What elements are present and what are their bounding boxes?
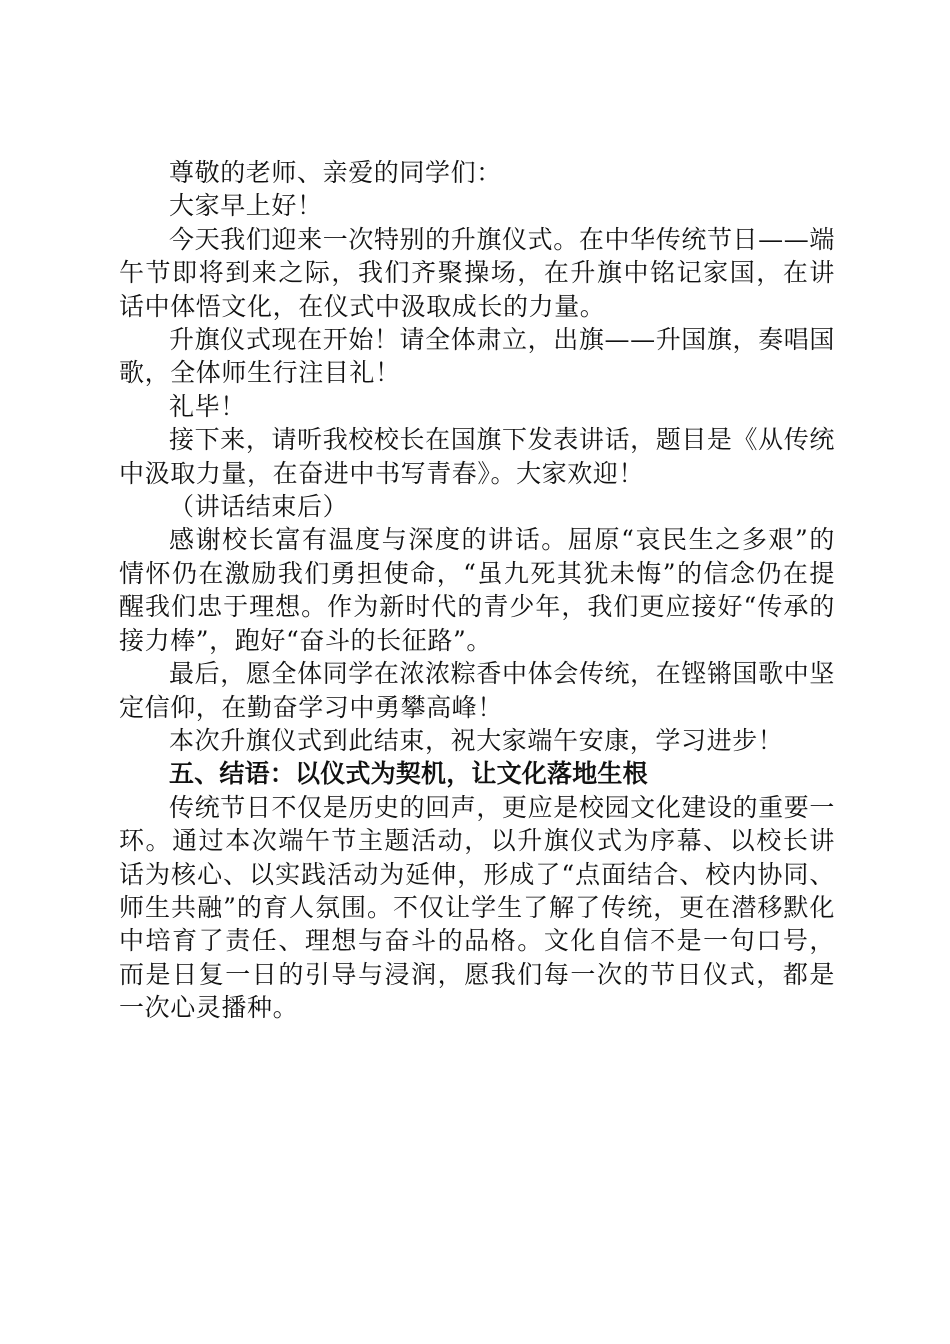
stage-direction: （讲话结束后） xyxy=(169,492,349,522)
speech-intro-paragraph: 接下来，请听我校校长在国旗下发表讲话，题目是《从传统中汲取力量，在奋进中书写青春》。大家欢迎！ xyxy=(119,425,835,488)
salutation: 尊敬的老师、亲爱的同学们： xyxy=(169,158,502,187)
thanks-paragraph: 感谢校长富有温度与深度的讲话。屈原“哀民生之多艰”的情怀仍在激励我们勇担使命，“虽九死其犹未悔”的信念仍在提醒我们忠于理想。作为新时代的青少年，我们更应接好“传承的接力棒”，跑好“奋斗的长征路”。 xyxy=(119,525,835,655)
wishes-paragraph: 最后，愿全体同学在浓浓粽香中体会传统，在铿锵国歌中坚定信仰，在勤奋学习中勇攀高峰！ xyxy=(119,659,835,722)
section-heading: 五、结语：以仪式为契机，让文化落地生根 xyxy=(169,759,648,789)
ceremony-start-paragraph: 升旗仪式现在开始！请全体肃立，出旗——升国旗，奏唱国歌，全体师生行注目礼！ xyxy=(119,325,835,388)
document-body xyxy=(119,156,835,1025)
greeting: 大家早上好！ xyxy=(169,191,323,221)
conclusion-paragraph: 传统节日不仅是历史的回声，更应是校园文化建设的重要一环。通过本次端午节主题活动，以升旗仪式为序幕、以校长讲话为核心、以实践活动为延伸，形成了“点面结合、校内协同、师生共融”的育人氛围。不仅让学生了解了传统，更在潜移默化中培育了责任、理想与奋斗的品格。文化自信不是一句口号，而是日复一日的引导与浸润，愿我们每一次的节日仪式，都是一次心灵播种。 xyxy=(119,792,835,1023)
opening-paragraph: 今天我们迎来一次特别的升旗仪式。在中华传统节日——端午节即将到来之际，我们齐聚操场，在升旗中铭记家国，在讲话中体悟文化，在仪式中汲取成长的力量。 xyxy=(119,224,835,321)
salute-end-paragraph: 礼毕！ xyxy=(169,391,246,421)
ceremony-end-paragraph: 本次升旗仪式到此结束，祝大家端午安康，学习进步！ xyxy=(169,725,784,755)
